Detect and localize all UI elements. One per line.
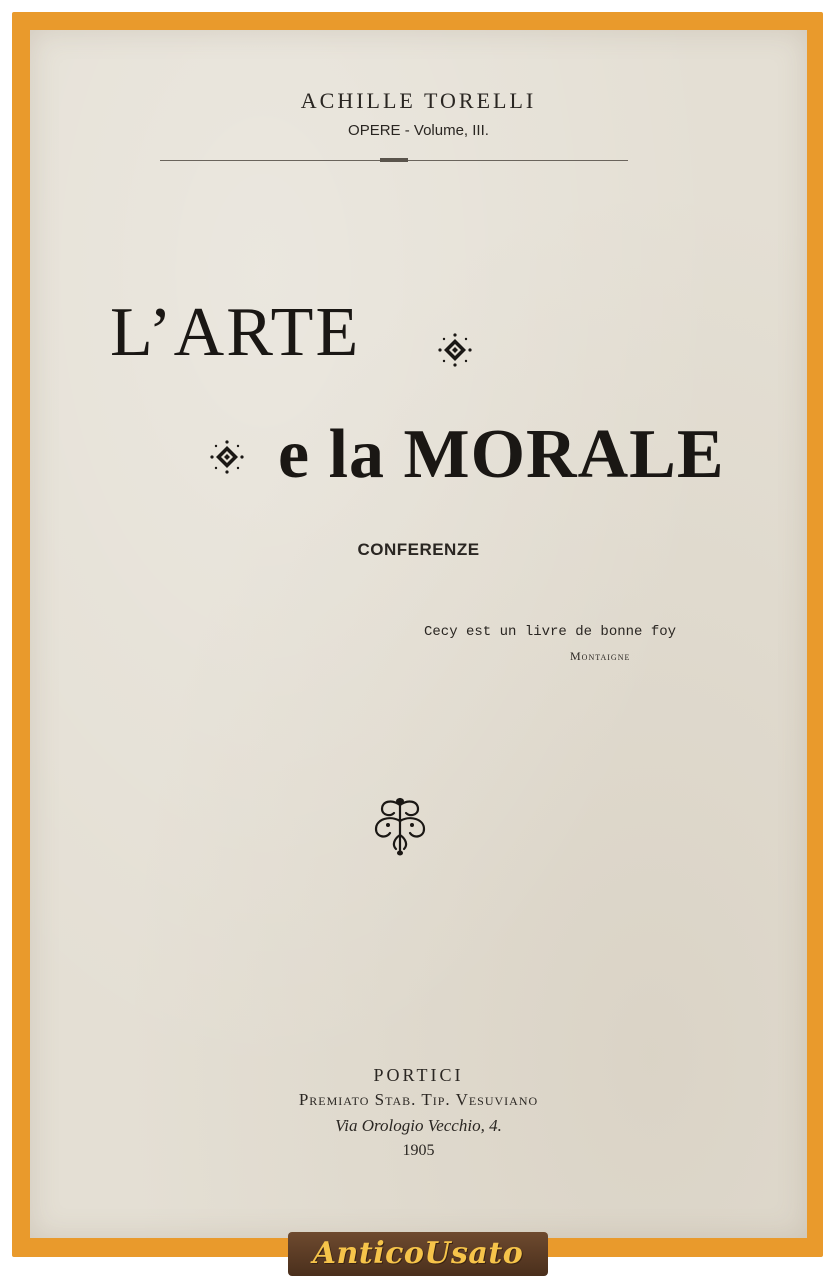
subtitle: CONFERENZE — [357, 540, 480, 559]
epigraph-quote: Cecy est un livre de bonne foy — [424, 624, 677, 640]
imprint-city: PORTICI — [373, 1065, 464, 1085]
divider-mark — [380, 158, 408, 162]
diamond-fleuron-icon — [438, 333, 472, 367]
watermark-banner — [288, 1232, 548, 1276]
title-line-1: L’ARTE — [110, 294, 361, 371]
imprint-press: Premiato Stab. Tip. Vesuviano — [298, 1090, 539, 1109]
epigraph-attribution: Montaigne — [570, 649, 631, 663]
diamond-fleuron-icon — [210, 440, 244, 474]
title-page — [30, 30, 807, 1238]
series-line: OPERE - Volume, III. — [348, 122, 489, 139]
author-name: ACHILLE TORELLI — [300, 88, 537, 113]
imprint-address: Via Orologio Vecchio, 4. — [335, 1116, 502, 1135]
floral-fleuron-icon — [370, 795, 430, 857]
imprint-year: 1905 — [402, 1142, 435, 1159]
title-line-2: e la MORALE — [278, 416, 725, 493]
watermark-logo-text: AnticoUsato — [312, 1236, 524, 1271]
